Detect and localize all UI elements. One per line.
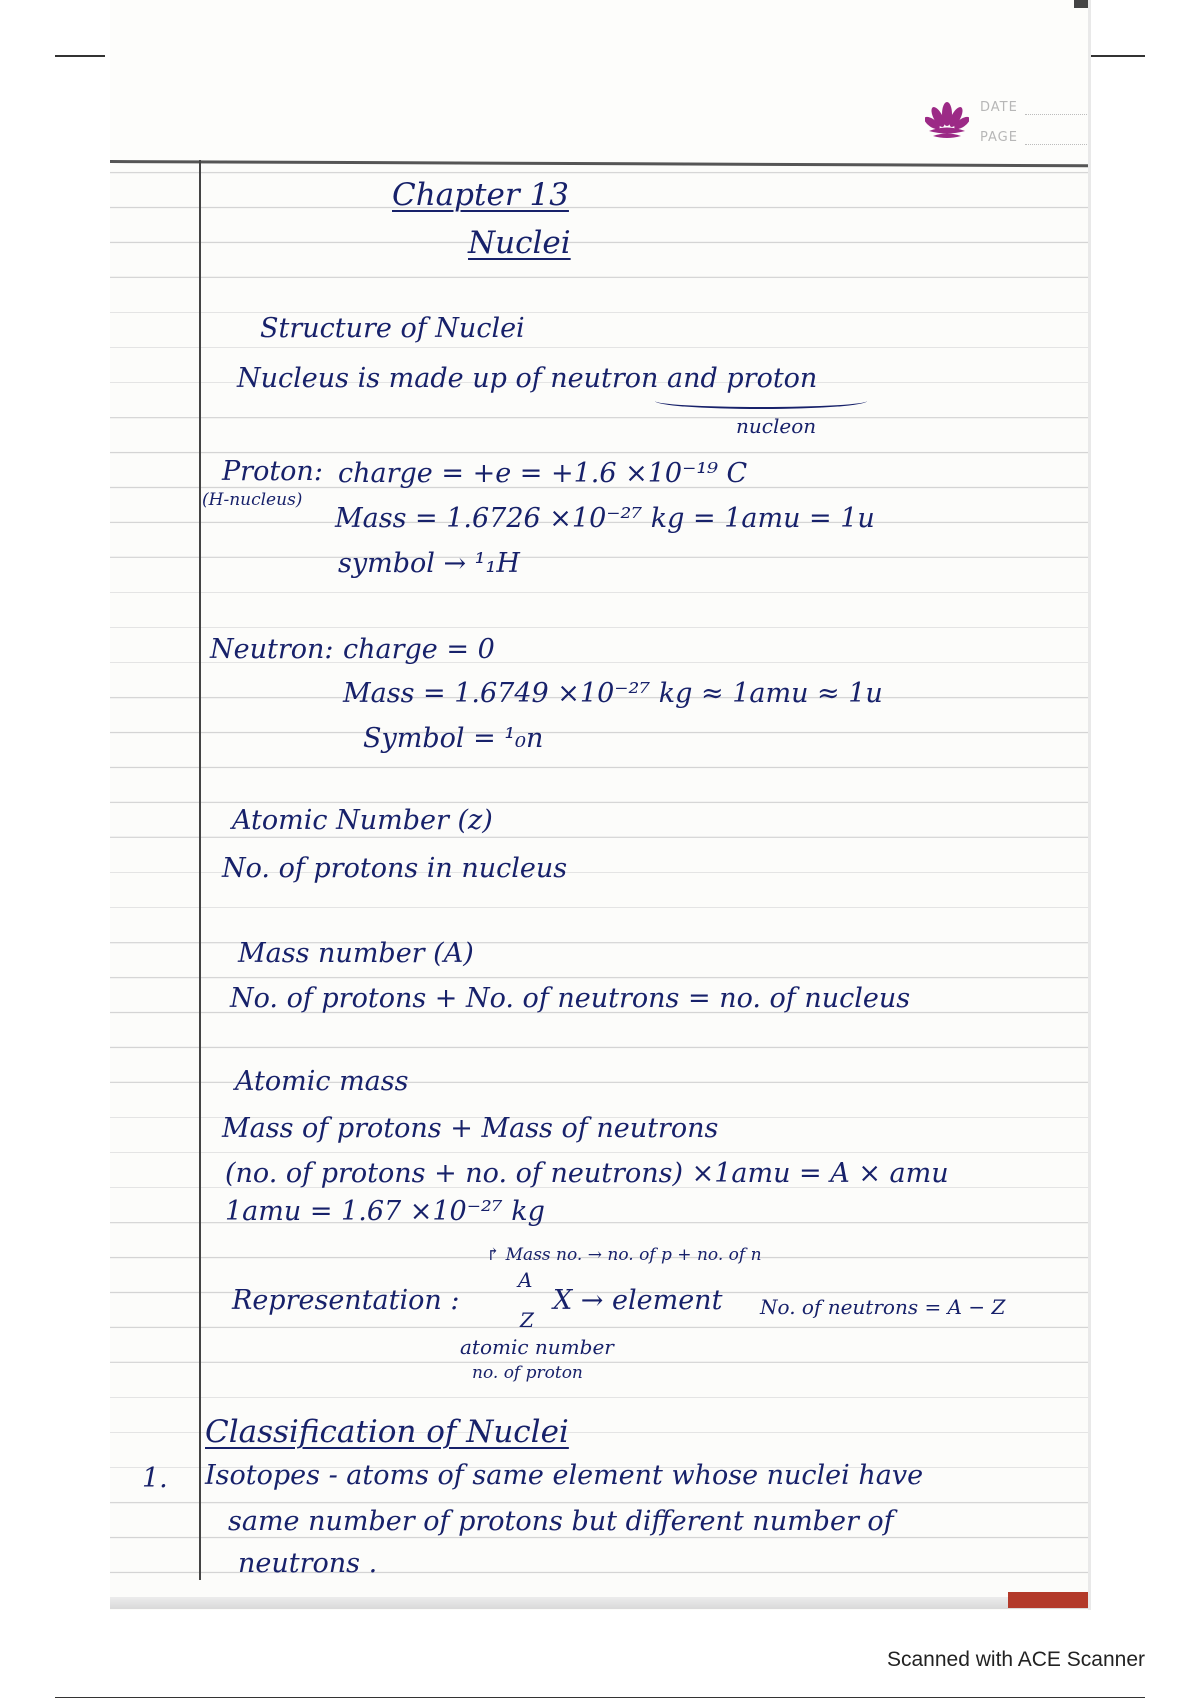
- isotopes-line2: same number of protons but different number of: [228, 1506, 894, 1537]
- neutron-symbol: Symbol = ¹₀n: [363, 723, 544, 754]
- bottom-rule: [55, 1697, 1145, 1698]
- mass-number-heading: Mass number (A): [238, 938, 474, 969]
- atomic-mass-heading: Atomic mass: [235, 1066, 409, 1097]
- atomic-mass-line2: (no. of protons + no. of neutrons) ×1amu = A × amu: [225, 1158, 949, 1189]
- page-bottom-edge: [110, 1597, 1088, 1609]
- chapter-subject: Nuclei: [468, 225, 571, 261]
- classification-item-number: 1.: [142, 1463, 168, 1494]
- mass-number-annotation: ↱ Mass no. → no. of p + no. of n: [486, 1245, 762, 1265]
- classification-heading: Classification of Nuclei: [205, 1414, 569, 1450]
- atomic-number-definition: No. of protons in nucleus: [222, 853, 568, 884]
- representation-X: X → element: [553, 1285, 723, 1316]
- proton-charge: charge = +e = +1.6 ×10⁻¹⁹ C: [338, 458, 748, 489]
- nucleon-label: nucleon: [736, 414, 817, 438]
- chapter-title: Chapter 13: [392, 177, 569, 213]
- header-rule: [110, 160, 1088, 167]
- scanner-watermark: Scanned with ACE Scanner: [887, 1648, 1145, 1671]
- notebook-page: [110, 0, 1091, 1610]
- proton-label: Proton:: [222, 456, 323, 487]
- proton-symbol: symbol → ¹₁H: [338, 548, 520, 579]
- proton-sublabel: (H-nucleus): [202, 490, 303, 510]
- atomic-mass-line1: Mass of protons + Mass of neutrons: [222, 1113, 719, 1144]
- neutron-mass: Mass = 1.6749 ×10⁻²⁷ kg ≈ 1amu ≈ 1u: [343, 678, 883, 709]
- atomic-mass-line3: 1amu = 1.67 ×10⁻²⁷ kg: [225, 1196, 545, 1227]
- top-right-rule: [1090, 55, 1145, 57]
- lotus-logo-icon: [925, 98, 969, 142]
- neutron-charge: charge = 0: [343, 634, 495, 665]
- date-label: DATE: [980, 100, 1018, 115]
- mass-number-definition: No. of protons + No. of neutrons = no. of nucleus: [230, 983, 911, 1014]
- representation-A: A: [518, 1268, 533, 1292]
- margin-line: [199, 160, 201, 1580]
- neutron-label: Neutron:: [210, 634, 334, 665]
- page-field-line: [1025, 144, 1091, 145]
- date-field-line: [1025, 114, 1091, 115]
- atomic-number-label: atomic number: [460, 1335, 614, 1359]
- structure-line: Nucleus is made up of neutron and proton: [237, 363, 818, 394]
- representation-Z: Z: [520, 1308, 534, 1332]
- page-label: PAGE: [980, 130, 1018, 145]
- isotopes-line1: Isotopes - atoms of same element whose nuclei have: [205, 1460, 924, 1491]
- structure-heading: Structure of Nuclei: [260, 313, 525, 344]
- no-of-proton-label: no. of proton: [472, 1363, 583, 1383]
- page-corner-tab: [1074, 0, 1088, 8]
- red-corner-mark: [1008, 1592, 1088, 1608]
- proton-mass: Mass = 1.6726 ×10⁻²⁷ kg = 1amu = 1u: [335, 503, 875, 534]
- atomic-number-heading: Atomic Number (z): [232, 805, 493, 836]
- top-left-rule: [55, 55, 105, 57]
- isotopes-line3: neutrons .: [238, 1548, 378, 1579]
- representation-label: Representation :: [232, 1285, 460, 1316]
- neutrons-formula: No. of neutrons = A − Z: [760, 1295, 1006, 1319]
- nucleon-brace: [655, 393, 867, 409]
